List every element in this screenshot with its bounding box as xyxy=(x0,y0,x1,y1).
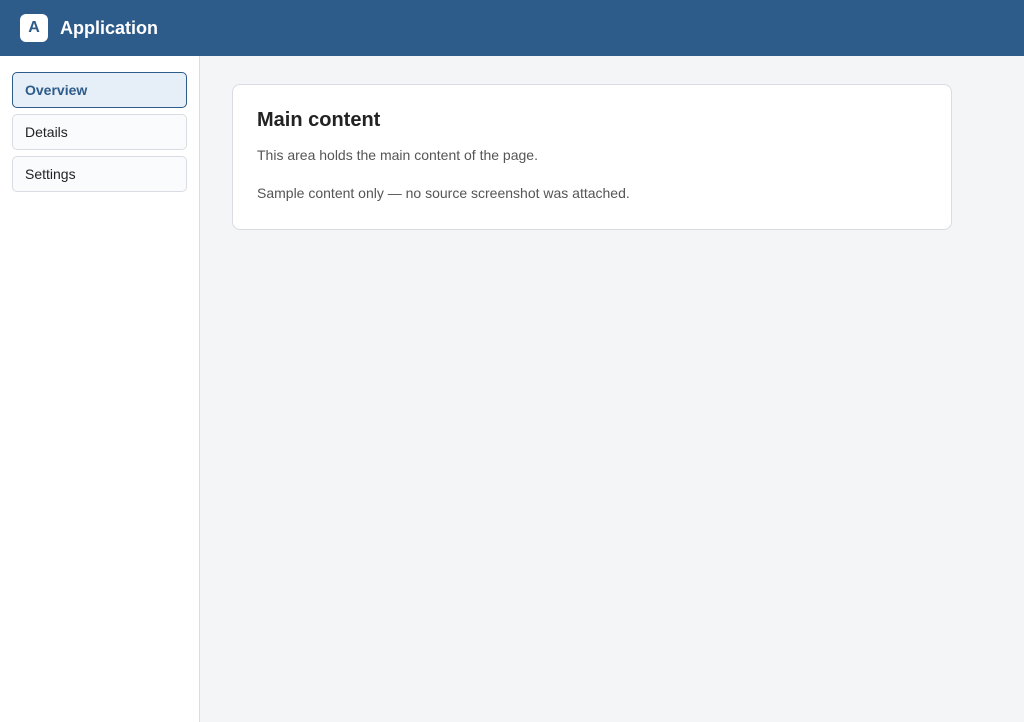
content-heading: Main content xyxy=(257,109,381,131)
page-title: Application xyxy=(60,17,158,38)
sidebar-button-overview[interactable]: Overview xyxy=(12,72,187,108)
content-body: This area holds the main content of the page. xyxy=(257,147,538,163)
sidebar-button-details[interactable]: Details xyxy=(12,114,187,150)
app-header xyxy=(0,0,1024,56)
main-content xyxy=(200,56,1024,722)
sidebar xyxy=(0,56,200,722)
app-logo: A xyxy=(20,14,48,42)
sample-note: Sample content only — no source screenshot was attached. xyxy=(257,185,630,202)
sidebar-button-settings[interactable]: Settings xyxy=(12,156,187,192)
page-layout xyxy=(0,56,1024,722)
content-card xyxy=(232,84,952,230)
